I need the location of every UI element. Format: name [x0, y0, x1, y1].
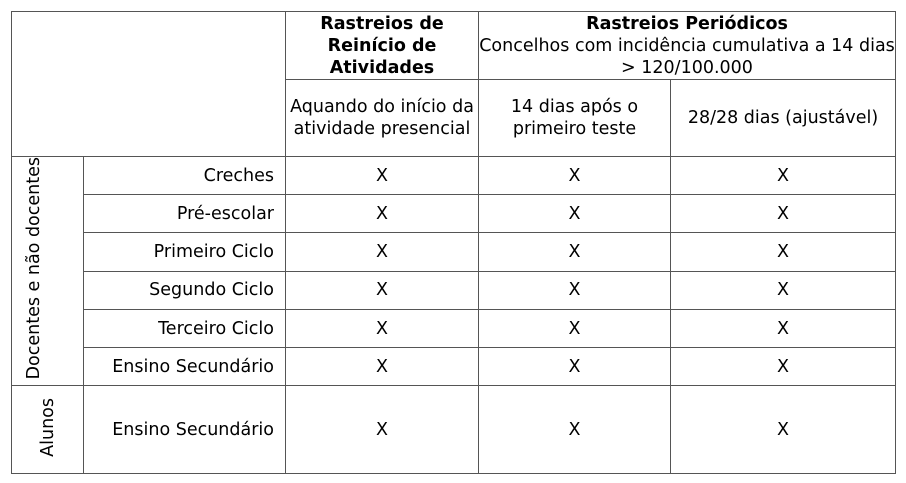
- mark-cell: X: [671, 157, 896, 195]
- group-docentes: [12, 157, 84, 386]
- mark-cell: X: [286, 157, 479, 195]
- row-label: Ensino Secundário: [84, 348, 286, 386]
- mark-cell: X: [286, 348, 479, 386]
- mark-cell: X: [479, 386, 671, 474]
- row-label: Segundo Ciclo: [84, 271, 286, 309]
- table-row: [12, 157, 896, 195]
- mark-cell: X: [671, 309, 896, 347]
- row-label: Creches: [84, 157, 286, 195]
- mark-cell: X: [671, 195, 896, 233]
- table-row: [12, 233, 896, 271]
- mark-cell: X: [671, 386, 896, 474]
- mark-cell: X: [286, 233, 479, 271]
- mark-cell: X: [479, 195, 671, 233]
- mark-cell: X: [671, 271, 896, 309]
- header-reinicio: [286, 12, 479, 80]
- mark-cell: X: [671, 348, 896, 386]
- mark-cell: X: [479, 271, 671, 309]
- empty-corner-cell: [12, 12, 286, 157]
- mark-cell: X: [479, 348, 671, 386]
- group-alunos: [12, 386, 84, 474]
- subheader-28-dias: 28/28 dias (ajustável): [671, 80, 896, 157]
- header-row-1: [12, 12, 896, 80]
- mark-cell: X: [286, 309, 479, 347]
- subheader-reinicio: Aquando do início da atividade presencial: [286, 80, 479, 157]
- screening-table: [11, 11, 896, 474]
- mark-cell: X: [479, 233, 671, 271]
- mark-cell: X: [479, 309, 671, 347]
- group-alunos-label: Alunos: [37, 397, 58, 457]
- header-periodicos-title: Rastreios Periódicos: [586, 13, 788, 34]
- table-row: [12, 386, 896, 474]
- table-row: [12, 309, 896, 347]
- header-reinicio-text: Rastreios de Reinício de Atividades: [320, 13, 444, 78]
- mark-cell: X: [479, 157, 671, 195]
- row-label: Pré-escolar: [84, 195, 286, 233]
- mark-cell: X: [286, 271, 479, 309]
- group-docentes-label: Docentes e não docentes: [23, 157, 44, 380]
- row-label: Terceiro Ciclo: [84, 309, 286, 347]
- table-row: [12, 271, 896, 309]
- mark-cell: X: [671, 233, 896, 271]
- table-row: [12, 195, 896, 233]
- row-label: Primeiro Ciclo: [84, 233, 286, 271]
- mark-cell: X: [286, 386, 479, 474]
- row-label: Ensino Secundário: [84, 386, 286, 474]
- mark-cell: X: [286, 195, 479, 233]
- subheader-14-dias: 14 dias após o primeiro teste: [479, 80, 671, 157]
- table-row: [12, 348, 896, 386]
- header-periodicos-subtitle: Concelhos com incidência cumulativa a 14 dias > 120/100.000: [479, 35, 895, 78]
- header-periodicos: [479, 12, 896, 80]
